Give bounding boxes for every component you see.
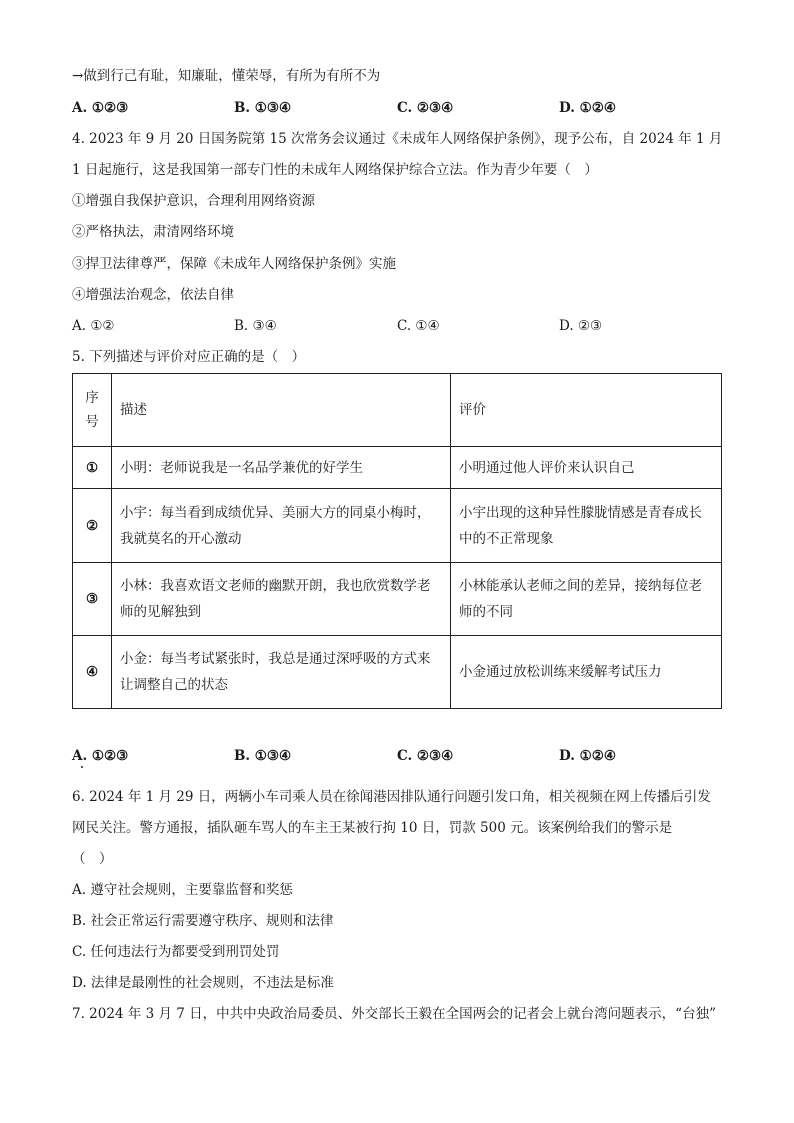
q5-row-3-eval-line1: 小林能承认老师之间的差异，接纳每位老	[459, 578, 702, 594]
q5-row-2-eval-line1: 小宇出现的这种异性朦胧情感是青春成长	[459, 504, 702, 521]
q5-header-desc: 描述	[112, 374, 451, 447]
q5-row-4-desc	[112, 636, 451, 709]
q5-row-3-eval-line2: 师的不同	[459, 604, 513, 620]
q3-option-d: D. ①②④	[559, 100, 616, 116]
q7-stem-line1: 7. 2024 年 3 月 7 日，中共中央政治局委员、外交部长王毅在全国两会的记者会上就台湾问题表示，“台独”	[72, 1006, 716, 1022]
q5-stem: 5. 下列描述与评价对应正确的是（ ）	[72, 349, 306, 365]
q5-row-2-desc-line2: 我就莫名的开心激动	[120, 530, 242, 547]
q4-stem-line2: 1 日起施行，这是我国第一部专门性的未成年人网络保护综合立法。作为青少年要（ ）	[72, 162, 598, 178]
stray-dot-mark	[81, 766, 83, 768]
q3-item-tail: →做到行己有耻，知廉耻，懂荣辱，有所为有所不为	[72, 68, 381, 84]
q3-option-c: C. ②③④	[397, 100, 454, 116]
q5-header-eval: 评价	[451, 374, 722, 447]
table-row	[73, 489, 722, 563]
q4-item-1: ①增强自我保护意识，合理利用网络资源	[72, 193, 315, 209]
q5-row-2-eval-line2: 中的不正常现象	[459, 530, 554, 547]
q6-option-a: A. 遵守社会规则，主要靠监督和奖惩	[72, 882, 293, 898]
q5-header-num-bottom: 号	[85, 414, 99, 430]
q5-row-2-eval	[451, 489, 722, 563]
q5-row-2-num: ②	[73, 489, 112, 563]
q4-option-b: B. ③④	[234, 318, 277, 334]
q6-stem-line1: 6. 2024 年 1 月 29 日，两辆小车司乘人员在徐闻港因排队通行问题引发口角，相关视频在网上传播后引发	[72, 789, 711, 805]
q6-option-b: B. 社会正常运行需要遵守秩序、规则和法律	[72, 913, 334, 929]
q4-item-2: ②严格执法，肃清网络环境	[72, 224, 234, 240]
q4-option-c: C. ①④	[397, 318, 440, 334]
q4-stem-line1: 4. 2023 年 9 月 20 日国务院第 15 次常务会议通过《未成年人网络保护条例》，现予公布，自 2024 年 1 月	[72, 131, 723, 147]
q5-row-4-num: ④	[73, 636, 112, 709]
q5-row-4-eval	[451, 636, 722, 709]
q5-row-4-desc-line2: 让调整自己的状态	[120, 677, 228, 693]
q6-option-c: C. 任何违法行为都要受到刑罚处罚	[72, 944, 280, 960]
q5-option-b: B. ①③④	[234, 748, 292, 764]
q5-row-3-desc	[112, 563, 451, 636]
q5-table	[72, 373, 722, 709]
q5-row-4-eval-line1: 小金通过放松训练来缓解考试压力	[459, 664, 662, 680]
q5-row-1-num: ①	[73, 447, 112, 489]
q5-row-3-desc-line2: 师的见解独到	[120, 604, 201, 620]
q5-row-2-desc	[112, 489, 451, 563]
q6-stem-line2: 网民关注。警方通报，插队砸车骂人的车主王某被行拘 10 日，罚款 500 元。该案例给我们的警示是	[72, 820, 673, 836]
q5-option-d: D. ①②④	[559, 748, 616, 764]
q4-option-a: A. ①②	[72, 318, 115, 334]
q3-option-b: B. ①③④	[234, 100, 292, 116]
q5-row-1-eval	[451, 447, 722, 489]
q5-row-3-eval	[451, 563, 722, 636]
q5-row-3-num: ③	[73, 563, 112, 636]
table-row	[73, 636, 722, 709]
q4-item-4: ④增强法治观念，依法自律	[72, 287, 234, 303]
q5-row-1-desc-line1: 小明：老师说我是一名品学兼优的好学生	[120, 459, 363, 476]
table-row	[73, 447, 722, 489]
q4-item-3: ③捍卫法律尊严，保障《未成年人网络保护条例》实施	[72, 256, 396, 272]
q5-option-c: C. ②③④	[397, 748, 454, 764]
q3-option-a: A. ①②③	[72, 100, 129, 116]
q6-option-d: D. 法律是最刚性的社会规则，不违法是标准	[72, 975, 334, 991]
q5-option-a: A. ①②③	[72, 748, 129, 764]
q6-stem-line3: （ ）	[72, 851, 113, 867]
q5-header-num	[73, 374, 112, 447]
q4-option-d: D. ②③	[559, 318, 603, 334]
q5-row-3-desc-line1: 小林：我喜欢语文老师的幽默开朗，我也欣赏数学老	[120, 578, 431, 594]
q5-row-2-desc-line1: 小宇：每当看到成绩优异、美丽大方的同桌小梅时，	[120, 504, 431, 521]
table-row	[73, 563, 722, 636]
q5-row-4-desc-line1: 小金：每当考试紧张时，我总是通过深呼吸的方式来	[120, 651, 431, 667]
q5-row-1-eval-line1: 小明通过他人评价来认识自己	[459, 459, 635, 476]
q5-header-num-top: 序	[85, 390, 99, 406]
q5-table-header	[73, 374, 722, 447]
q5-row-1-desc	[112, 447, 451, 489]
